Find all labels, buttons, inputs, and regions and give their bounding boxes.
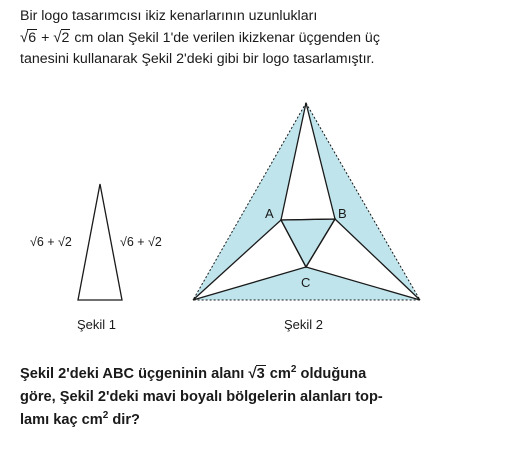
sqrt-6: √6 (20, 29, 37, 46)
figure-1-right-side-label: √6 + √2 (120, 235, 162, 249)
figure-2-caption: Şekil 2 (284, 317, 324, 332)
statement-line-3: tanesini kullanarak Şekil 2'deki gibi bir logo tasarlamıştır. (20, 51, 375, 67)
statement-line-1: Bir logo tasarımcısı ikiz kenarlarının uzunlukları (20, 8, 318, 24)
figure-1-caption: Şekil 1 (77, 317, 117, 332)
statement-line-2: √6 + √2 cm olan Şekil 1'de verilen ikizkenar üçgenden üç (20, 27, 490, 49)
question-line-3: lamı kaç $cm^2$ dir? (20, 410, 140, 428)
figure-1-triangle (78, 184, 122, 300)
vertex-c-label: C (301, 275, 311, 290)
sqrt-2: √2 (53, 29, 70, 46)
figure-1-left-side-label: √6 + √2 (30, 235, 72, 249)
vertex-b-label: B (338, 206, 347, 221)
sqrt-3: √3 (248, 365, 265, 382)
figure-2-logo (193, 103, 420, 300)
question-line-1: Şekil 2'deki ABC üçgeninin alanı √3 $cm^2$ olduğuna (20, 362, 490, 386)
question-text (20, 362, 490, 432)
vertex-a-label: A (265, 206, 274, 221)
question-line-2: göre, Şekil 2'deki mavi boyalı bölgelerin alanları top- (20, 389, 383, 405)
